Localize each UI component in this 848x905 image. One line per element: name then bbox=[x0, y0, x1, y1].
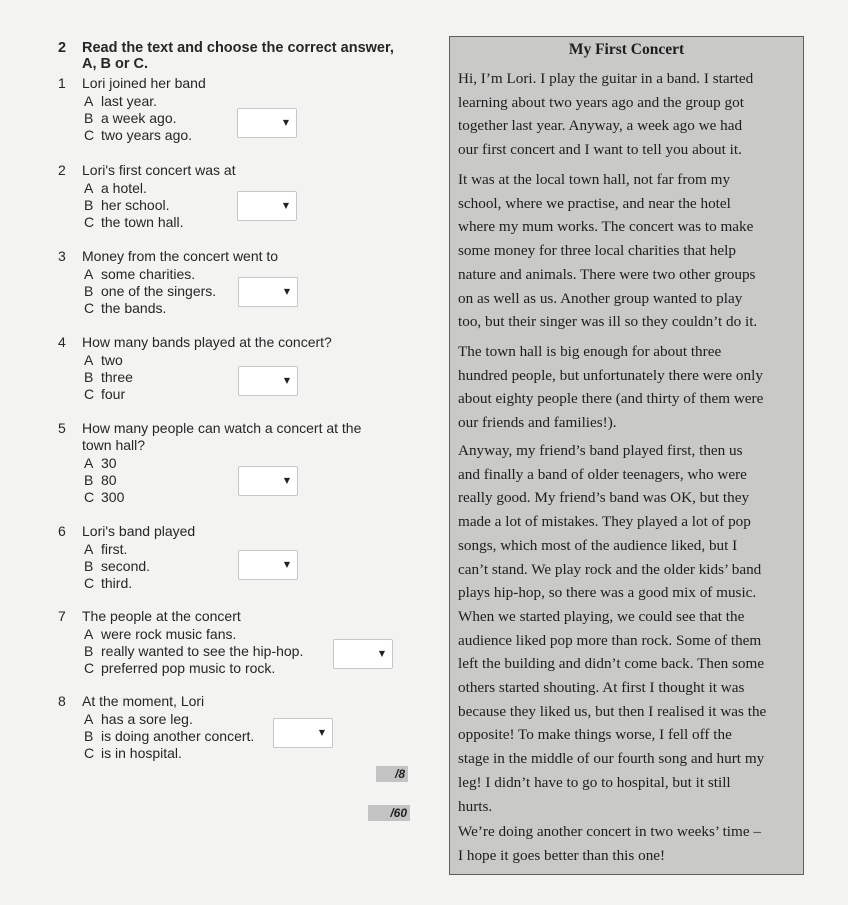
question-text: Money from the concert went to bbox=[82, 248, 279, 264]
passage-paragraph-2: It was at the local town hall, not far from my school, where we practise, and near the hotel where my mum works. The concert was to make some money for three local charities that help nature and animals. There were two other groups on as well as us. Another group wanted to play too, but their singer was ill so they couldn’t do it. bbox=[458, 171, 758, 331]
caret-down-icon: ▼ bbox=[283, 376, 290, 385]
question-text: Lori's band played bbox=[82, 523, 196, 539]
caret-down-icon: ▼ bbox=[318, 728, 325, 737]
question-number: 7 bbox=[58, 608, 66, 624]
question-number: 2 bbox=[58, 162, 66, 178]
option-a: A 30 bbox=[84, 455, 117, 471]
option-b: B is doing another concert. bbox=[84, 728, 255, 744]
option-c: C 300 bbox=[84, 489, 125, 505]
caret-down-icon: ▼ bbox=[283, 476, 290, 485]
question-text: Lori joined her band bbox=[82, 75, 206, 91]
option-b: B three bbox=[84, 369, 133, 385]
option-a: A last year. bbox=[84, 93, 158, 109]
option-b: B a week ago. bbox=[84, 110, 177, 126]
exercise-number: 2 bbox=[58, 40, 67, 56]
option-c: C four bbox=[84, 386, 126, 402]
passage-paragraph-4: Anyway, my friend’s band played first, then us and finally a band of older teenagers, who were really good. My friend’s band was OK, but they made a lot of mistakes. They played a lot of pop songs, which most of the audience liked, but I can’t stand. We play rock and the older kids’ band plays hip-hop, so there was a good mix of music. When we started playing, we could see that the audience liked pop more than rock. Some of them left the building and didn’t come back. Then some others started shouting. At first I thought it was because they liked us, but then I realised it was the opposite! To make things worse, I fell off the stage in the middle of our fourth song and hurt my leg! I didn’t have to go to hospital, but it still hurts. bbox=[458, 442, 767, 815]
option-c: C two years ago. bbox=[84, 127, 193, 143]
option-b: B second. bbox=[84, 558, 151, 574]
question-number: 3 bbox=[58, 248, 66, 264]
option-a: A some charities. bbox=[84, 266, 196, 282]
answer-dropdown-6[interactable] bbox=[238, 550, 298, 580]
question-text: How many bands played at the concert? bbox=[82, 334, 332, 350]
total-score: /60 bbox=[368, 805, 410, 821]
option-b: B 80 bbox=[84, 472, 117, 488]
answer-dropdown-8[interactable] bbox=[273, 718, 333, 748]
option-b: B her school. bbox=[84, 197, 170, 213]
question-number: 8 bbox=[58, 693, 66, 709]
caret-down-icon: ▼ bbox=[282, 201, 289, 210]
question-number: 1 bbox=[58, 75, 66, 91]
option-b: B really wanted to see the hip-hop. bbox=[84, 643, 304, 659]
answer-dropdown-2[interactable] bbox=[237, 191, 297, 221]
caret-down-icon: ▼ bbox=[283, 560, 290, 569]
answer-dropdown-7[interactable] bbox=[333, 639, 393, 669]
question-number: 6 bbox=[58, 523, 66, 539]
passage-title: My First Concert bbox=[568, 41, 685, 58]
section-score: /8 bbox=[376, 766, 408, 782]
caret-down-icon: ▼ bbox=[283, 287, 290, 296]
question-text: How many people can watch a concert at the town hall? bbox=[82, 420, 362, 453]
option-a: A has a sore leg. bbox=[84, 711, 193, 727]
exercise-instruction: Read the text and choose the correct answer, bbox=[82, 40, 394, 56]
option-a: A first. bbox=[84, 541, 128, 557]
question-text: The people at the concert bbox=[82, 608, 241, 624]
passage-paragraph-5: We’re doing another concert in two weeks’ time – I hope it goes better than this one! bbox=[458, 823, 761, 864]
option-b: B one of the singers. bbox=[84, 283, 217, 299]
option-c: C the bands. bbox=[84, 300, 167, 316]
reading-passage bbox=[449, 36, 804, 875]
option-a: A a hotel. bbox=[84, 180, 147, 196]
option-c: C the town hall. bbox=[84, 214, 184, 230]
option-c: C third. bbox=[84, 575, 133, 591]
answer-dropdown-3[interactable] bbox=[238, 277, 298, 307]
passage-paragraph-1: Hi, I’m Lori. I play the guitar in a band. I started learning about two years ago and the group got together last year. Anyway, a week ago we had our first concert and I want to tell you about it. bbox=[458, 70, 754, 159]
question-number: 4 bbox=[58, 334, 66, 350]
caret-down-icon: ▼ bbox=[282, 118, 289, 127]
option-c: C preferred pop music to rock. bbox=[84, 660, 276, 676]
option-a: A were rock music fans. bbox=[84, 626, 237, 642]
caret-down-icon: ▼ bbox=[378, 649, 385, 658]
question-text: Lori's first concert was at bbox=[82, 162, 236, 178]
answer-dropdown-1[interactable] bbox=[237, 108, 297, 138]
question-text: At the moment, Lori bbox=[82, 693, 205, 709]
option-a: A two bbox=[84, 352, 123, 368]
exercise-instruction-choices: A, B or C. bbox=[82, 56, 149, 72]
option-c: C is in hospital. bbox=[84, 745, 182, 761]
answer-dropdown-4[interactable] bbox=[238, 366, 298, 396]
question-number: 5 bbox=[58, 420, 66, 436]
passage-paragraph-3: The town hall is big enough for about three hundred people, but unfortunately there were only about eighty people there (and thirty of them were our friends and families!). bbox=[458, 343, 764, 432]
answer-dropdown-5[interactable] bbox=[238, 466, 298, 496]
